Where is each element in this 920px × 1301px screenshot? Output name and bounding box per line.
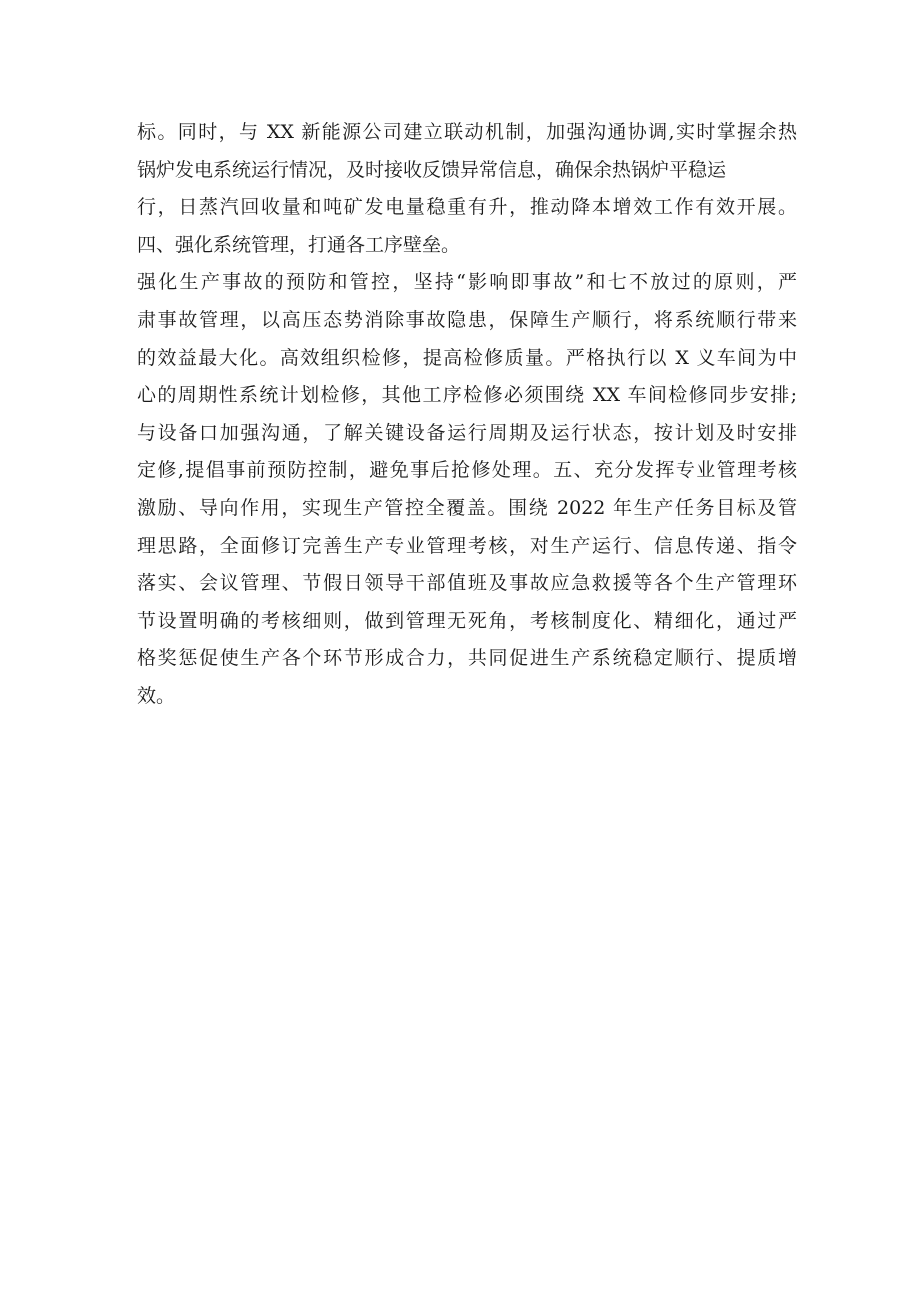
text-line: 的效益最大化。高效组织检修，提高检修质量。严格执行以 X 义车间为中: [137, 346, 797, 369]
text-line: 心的周期性系统计划检修，其他工序检修必须围绕 XX 车间检修同步安排;: [137, 384, 797, 407]
text-line: 强化生产事故的预防和管控，坚持“影响即事故”和七不放过的原则，严: [137, 271, 797, 294]
text-line: 四、强化系统管理，打通各工序壁垒。: [137, 233, 461, 256]
document-body: [137, 114, 797, 716]
text-line: 效。: [137, 684, 176, 707]
text-line: 格奖惩促使生产各个环节形成合力，共同促进生产系统稳定顺行、提质增: [137, 647, 797, 670]
text-line: 肃事故管理，以高压态势消除事故隐患，保障生产顺行，将系统顺行带来: [137, 308, 797, 331]
text-line: 定修,提倡事前预防控制，避免事后抢修处理。五、充分发挥专业管理考核: [137, 459, 797, 482]
text-line: 激励、导向作用，实现生产管控全覆盖。围绕 2022 年生产任务目标及管: [137, 496, 797, 519]
text-line: 标。同时，与 XX 新能源公司建立联动机制，加强沟通协调,实时掌握余热: [137, 121, 797, 143]
text-line: 锅炉发电系统运行情况，及时接收反馈异常信息，确保余热锅炉平稳运: [137, 158, 727, 181]
text-line: 节设置明确的考核细则，做到管理无死角，考核制度化、精细化，通过严: [137, 609, 797, 632]
text-line: 行，日蒸汽回收量和吨矿发电量稳重有升，推动降本增效工作有效开展。: [137, 196, 797, 219]
text-line: 与设备口加强沟通，了解关键设备运行周期及运行状态，按计划及时安排: [137, 421, 797, 444]
text-line: 理思路，全面修订完善生产专业管理考核，对生产运行、信息传递、指令: [137, 534, 797, 557]
text-line: 落实、会议管理、节假日领导干部值班及事故应急救援等各个生产管理环: [137, 572, 797, 595]
